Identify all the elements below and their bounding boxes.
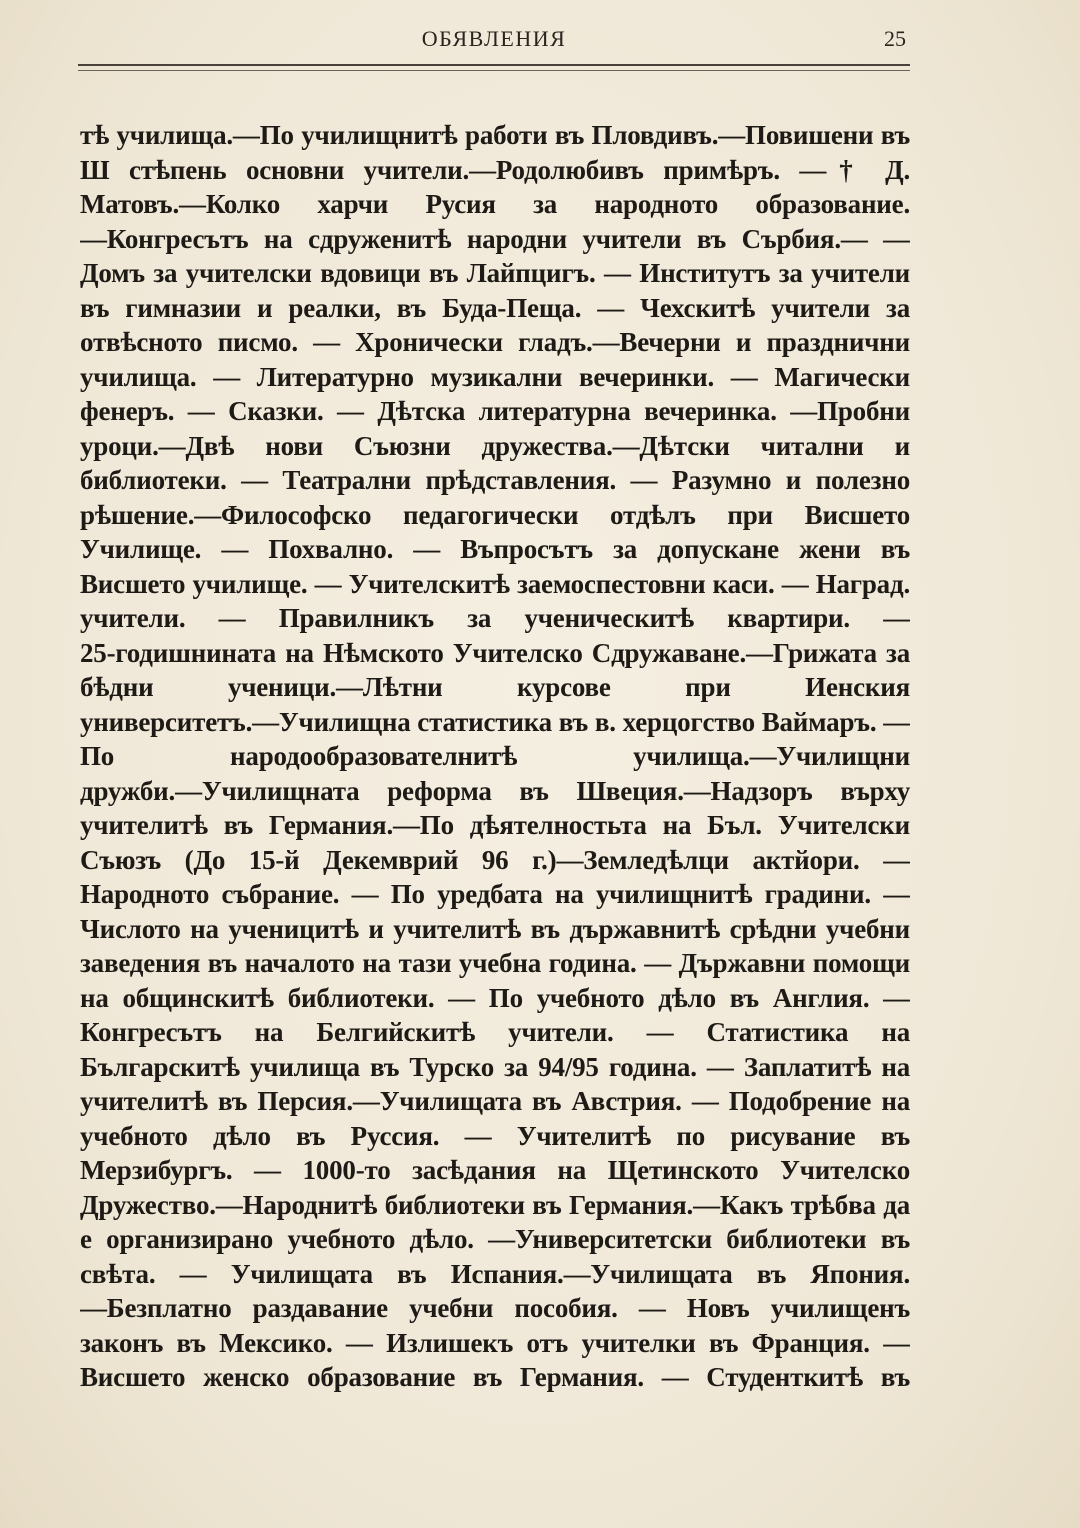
text-line: Училище. — Похвално. — Въпросътъ за допускане жени въ — [80, 534, 910, 564]
text-line: Народното събрание. — По уредбата на училищнитѣ градини. — — [80, 879, 910, 909]
text-line: По народообразователнитѣ училища.—Училищни — [80, 741, 910, 771]
text-line: въ гимназии и реалки, въ Буда-Пеща. — Чехскитѣ учители за — [80, 292, 910, 323]
header-rule-thick — [78, 64, 910, 66]
text-line: Мерзибургъ. — 1000-то засѣдания на Щетинското Учителско — [80, 1155, 910, 1185]
text-line: е организирано учебното дѣло. —Университетски библиотеки въ — [80, 1224, 910, 1254]
text-line: —Конгресътъ на сдруженитѣ народни учители въ Сърбия.— — — [80, 223, 910, 254]
text-line: учителитѣ въ Германия.—По дѣятелностьта на Бъл. Учителски — [80, 810, 910, 840]
text-line: фенеръ. — Сказки. — Дѣтска литературна вечеринка. —Пробни — [80, 396, 910, 426]
running-title: ОБЯВЛЕНИЯ — [421, 26, 567, 51]
text-line: учители. — Правилникъ за ученическитѣ квартири. — — [80, 603, 910, 633]
text-line: учебното дѣло въ Руссия. — Учителитѣ по рисувание въ — [80, 1120, 910, 1151]
text-line: отвѣсното писмо. — Хронически гладъ.—Вечерни и празднични — [80, 327, 910, 357]
text-line: университетъ.—Училищна статистика въ в. херцогство Ваймаръ. — — [80, 706, 910, 737]
text-line: Числото на ученицитѣ и учителитѣ въ държавнитѣ срѣдни учебни — [80, 913, 910, 944]
text-line: Висшето училище. — Учителскитѣ заемоспестовни каси. — Наград. — [80, 568, 910, 599]
page-number: 25 — [884, 26, 906, 51]
text-line: Съюзъ (До 15-й Декемврий 96 г.)—Земледѣлци актйори. — — [80, 844, 910, 875]
text-line: Дружество.—Народнитѣ библиотеки въ Германия.—Какъ трѣбва да — [80, 1189, 910, 1220]
text-line: Българскитѣ училища въ Турско за 94/95 година. — Заплатитѣ на — [80, 1051, 910, 1082]
text-line: заведения въ началото на тази учебна година. — Държавни помощи — [80, 948, 910, 978]
text-line: уроци.—Двѣ нови Съюзни дружества.—Дѣтски читални и — [80, 430, 910, 461]
text-line: Домъ за учителски вдовици въ Лайпцигъ. — Институтъ за учители — [80, 258, 910, 288]
text-line: бѣдни ученици.—Лѣтни курсове при Иенския — [80, 672, 910, 702]
text-line: 25-годишнината на Нѣмското Учителско Сдружаване.—Грижата за — [80, 637, 910, 668]
text-line: училища. — Литературно музикални вечеринки. — Магически — [80, 361, 910, 392]
text-line: Висшето женско образование въ Германия. — Студенткитѣ въ — [80, 1362, 910, 1392]
text-line: тѣ училища.—По училищнитѣ работи въ Пловдивъ.—Повишени въ — [80, 120, 910, 150]
text-line: свѣта. — Училищата въ Испания.—Училищата въ Япония. — [80, 1258, 910, 1289]
text-line: дружби.—Училищната реформа въ Швеция.—Надзоръ върху — [80, 775, 910, 806]
text-line: Ш стѣпень основни учители.—Родолюбивъ примѣръ. —† Д. — [80, 154, 910, 185]
text-line: —Безплатно раздавание учебни пособия. — Новъ училищенъ — [80, 1293, 910, 1323]
header-rule-thin — [78, 70, 910, 71]
text-line: Матовъ.—Колко харчи Русия за народното образование. — [80, 189, 910, 219]
page-header — [78, 22, 910, 56]
text-line: законъ въ Мексико. — Излишекъ отъ учителки въ Франция. — — [80, 1327, 910, 1358]
text-line: рѣшение.—Философско педагогически отдѣлъ при Висшето — [80, 499, 910, 530]
text-line: учителитѣ въ Персия.—Училищата въ Австрия. — Подобрение на — [80, 1086, 910, 1116]
text-line: библиотеки. — Театрални прѣдставления. — Разумно и полезно — [80, 465, 910, 495]
body-text — [80, 118, 910, 1395]
text-line: на общинскитѣ библиотеки. — По учебното дѣло въ Англия. — — [80, 982, 910, 1013]
text-line: Конгресътъ на Белгийскитѣ учители. — Статистика на — [80, 1017, 910, 1047]
